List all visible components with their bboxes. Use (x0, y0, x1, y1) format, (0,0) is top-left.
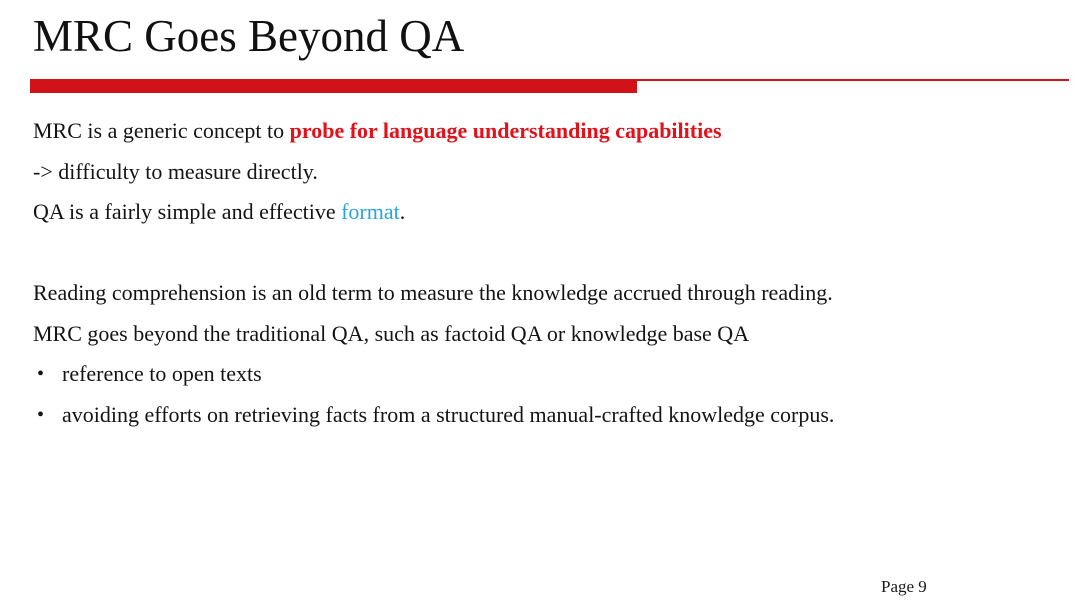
text-line-qa-format (33, 192, 1064, 233)
text-segment: MRC is a generic concept to (33, 118, 290, 143)
title-underline-thick-bar (30, 79, 637, 93)
title-underline-thin-line (637, 79, 1069, 81)
bullet-text: reference to open texts (62, 361, 262, 386)
main-paragraph (33, 273, 1064, 435)
text-line-reading-comprehension: Reading comprehension is an old term to measure the knowledge accrued through reading. (33, 280, 833, 305)
highlighted-text-red: probe for language understanding capabilities (289, 118, 722, 143)
text-line-mrc-goes-beyond: MRC goes beyond the traditional QA, such as factoid QA or knowledge base QA (33, 320, 750, 346)
intro-paragraph (33, 111, 1064, 233)
bullet-item (33, 354, 1064, 395)
page-number: Page 9 (881, 577, 927, 596)
text-segment: QA is a fairly simple and effective (33, 199, 342, 224)
highlighted-text-blue: format (341, 199, 400, 224)
bullet-icon: • (37, 403, 45, 426)
slide-title: MRC Goes Beyond QA (33, 11, 465, 61)
bullet-item (33, 395, 1064, 436)
bullet-icon: • (37, 363, 45, 385)
bullet-text: avoiding efforts on retrieving facts from a structured manual-crafted knowledge corpus. (62, 401, 835, 427)
text-segment: . (399, 199, 406, 224)
text-line-concept (33, 111, 1064, 152)
text-line-difficulty: -> difficulty to measure directly. (33, 158, 318, 184)
